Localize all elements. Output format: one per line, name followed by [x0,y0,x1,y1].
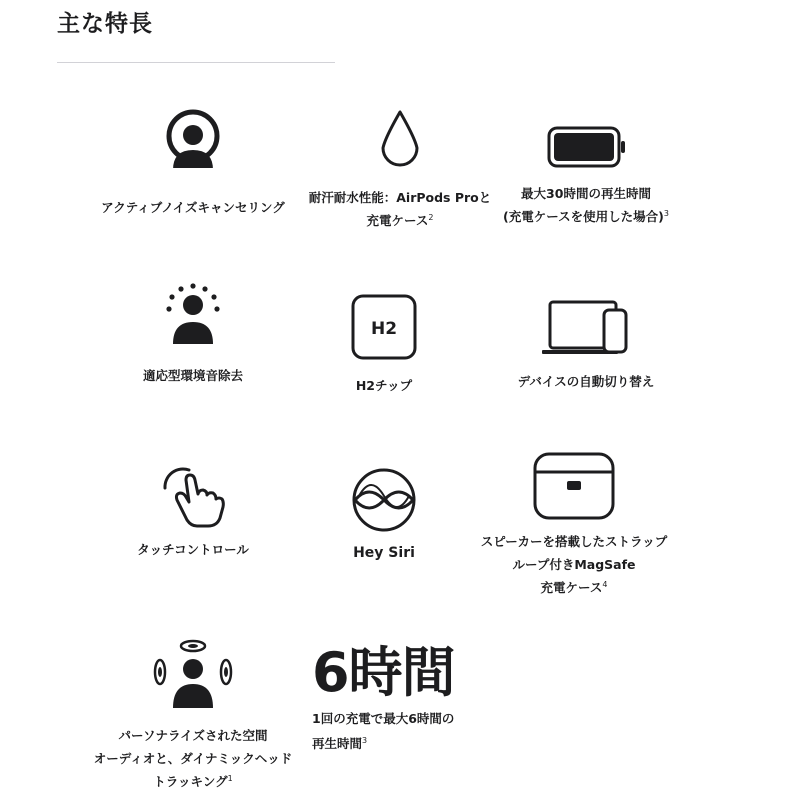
feature-label-battery: 最大30時間の再生時間 (充電ケースを使用した場合)$^3$ [503,186,669,224]
feature-label-anc: アクティブノイズキャンセリング [101,200,285,215]
feature-battery [466,108,706,228]
feature-magsafe-case [454,446,694,599]
touch-hand-icon [153,460,233,530]
h2-chip-icon [349,292,419,362]
battery-icon [541,108,631,172]
feature-anc [73,108,313,219]
anc-person-icon [158,108,228,178]
stat-description: 1回の充電で最大6時間の 再生時間$^3$ [312,711,455,752]
feature-label-h2: H2チップ [355,378,413,393]
page-title: 主な特長 [57,11,153,37]
feature-label-switch: デバイスの自動切り替え [517,374,655,389]
feature-label-adaptive: 適応型環境音除去 [142,368,243,383]
feature-label-siri: Hey Siri [353,545,415,561]
playback-time-stat [300,640,470,755]
feature-label-water: 耐汗耐水性能：AirPods Proと 充電ケース$^2$ [308,190,492,228]
laptop-phone-icon [536,294,636,358]
ambient-person-icon [158,280,228,350]
water-drop-icon [365,108,435,172]
svg-text:H2: H2 [370,319,398,339]
divider [57,62,335,63]
feature-label-touch: タッチコントロール [137,542,249,557]
feature-label-magsafe: スピーカーを搭載したストラップ ループ付きMagSafe 充電ケース$^4$ [480,534,668,595]
feature-auto-switch [466,294,706,393]
siri-icon [349,466,419,532]
charging-case-icon [529,446,619,526]
stat-value: 6時間 [312,641,455,704]
feature-label-spatial: パーソナライズされた空間 オーディオと、ダイナミックヘッド トラッキング$^1$ [93,728,293,789]
feature-spatial-audio [73,632,313,793]
spatial-audio-icon [148,632,238,712]
